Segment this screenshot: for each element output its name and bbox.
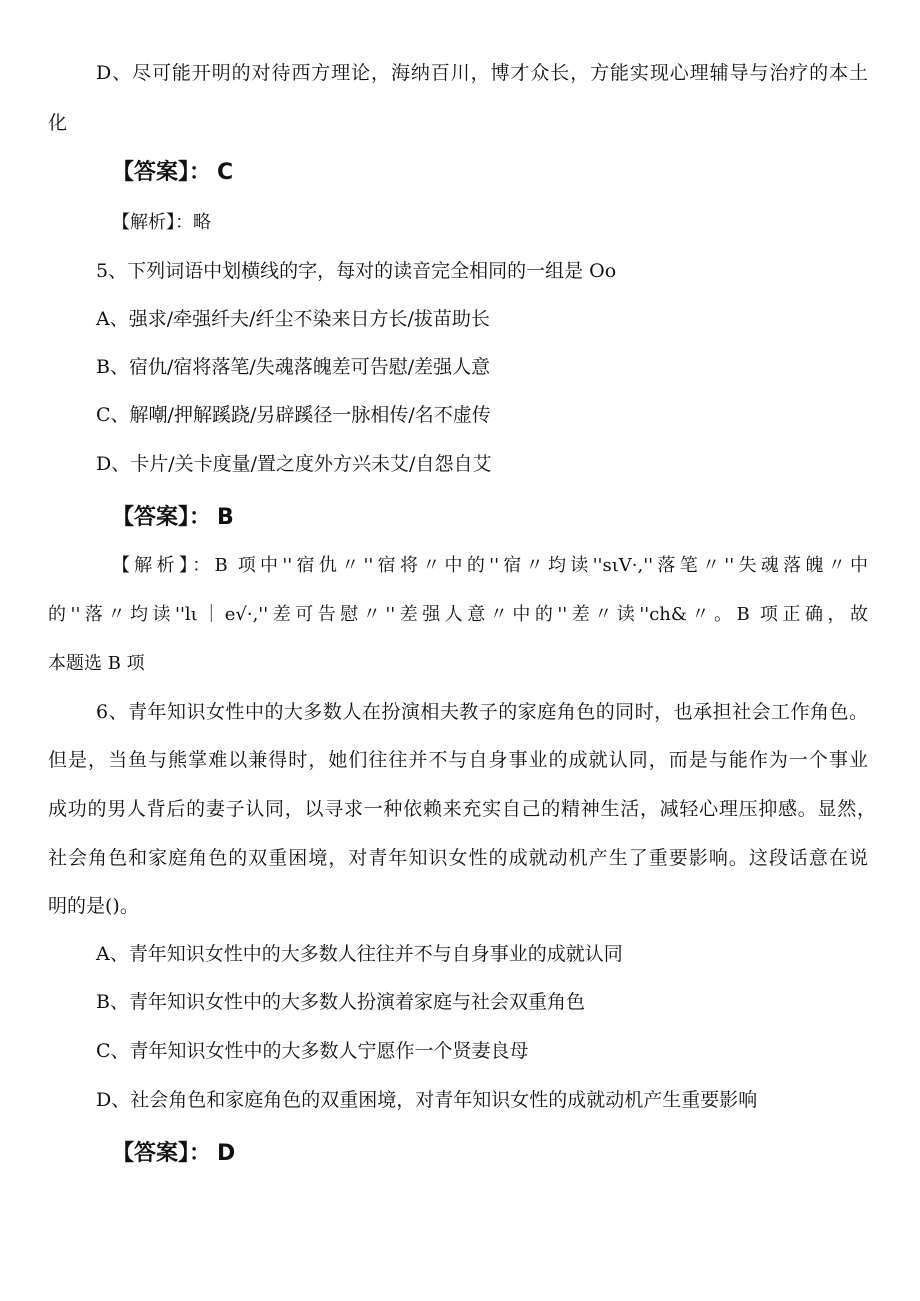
q6-option-b: B、青年知识女性中的大多数人扮演着家庭与社会双重角色	[96, 991, 585, 1013]
q4-explanation: 【解析】：略	[112, 212, 211, 233]
q6-stem-line1: 6、青年知识女性中的大多数人在扮演相夫教子的家庭角色的同时，也承担社会工作角色。	[96, 701, 868, 723]
answer-value: B	[217, 505, 234, 530]
q5-explanation-line1: 【解析】：B 项中''宿仇〃''宿将〃中的''宿〃均读''sιV·,''落笔〃''失魂落魄〃中	[112, 555, 868, 576]
q5-answer	[112, 502, 234, 534]
q4-option-d-line1: D、尽可能开明的对待西方理论，海纳百川，博才众长，方能实现心理辅导与治疗的本土	[96, 62, 868, 84]
q6-stem-line3: 成功的男人背后的妻子认同，以寻求一种依赖来充实自己的精神生活，减轻心理压抑感。显然，	[48, 798, 876, 820]
q5-stem: 5、下列词语中划横线的字，每对的读音完全相同的一组是 Oo	[96, 260, 617, 282]
q6-stem-line5: 明的是()。	[48, 895, 139, 917]
q5-explanation-line2: 的''落〃均读''lι｜e√·,''差可告慰〃''差强人意〃中的''差〃读''ch&〃。B 项正确，故	[48, 604, 868, 625]
answer-value: C	[217, 160, 234, 185]
q5-option-c: C、解嘲/押解蹊跷/另辟蹊径一脉相传/名不虚传	[96, 404, 491, 426]
answer-label: 【答案】：	[112, 505, 212, 530]
answer-label: 【答案】：	[112, 160, 212, 185]
q5-option-d: D、卡片/关卡度量/置之度外方兴未艾/自怨自艾	[96, 453, 492, 475]
q6-option-a: A、青年知识女性中的大多数人往往并不与自身事业的成就认同	[96, 943, 623, 965]
q5-option-b: B、宿仇/宿将落笔/失魂落魄差可告慰/差强人意	[96, 356, 491, 378]
answer-value: D	[217, 1141, 236, 1166]
q6-answer	[112, 1138, 235, 1170]
q6-option-c: C、青年知识女性中的大多数人宁愿作一个贤妻良母	[96, 1040, 529, 1062]
q6-stem-line4: 社会角色和家庭角色的双重困境，对青年知识女性的成就动机产生了重要影响。这段话意在说	[48, 847, 868, 869]
q5-option-a: A、强求/牵强纤夫/纤尘不染来日方长/拔苗助长	[96, 308, 490, 330]
q4-answer	[112, 157, 233, 189]
answer-label: 【答案】：	[112, 1141, 212, 1166]
q5-explanation-line3: 本题选 B 项	[48, 653, 145, 674]
q6-stem-line2: 但是，当鱼与熊掌难以兼得时，她们往往并不与自身事业的成就认同，而是与能作为一个事业	[48, 749, 868, 771]
q6-option-d: D、社会角色和家庭角色的双重困境，对青年知识女性的成就动机产生重要影响	[96, 1089, 758, 1111]
q4-option-d-line2: 化	[48, 112, 68, 134]
